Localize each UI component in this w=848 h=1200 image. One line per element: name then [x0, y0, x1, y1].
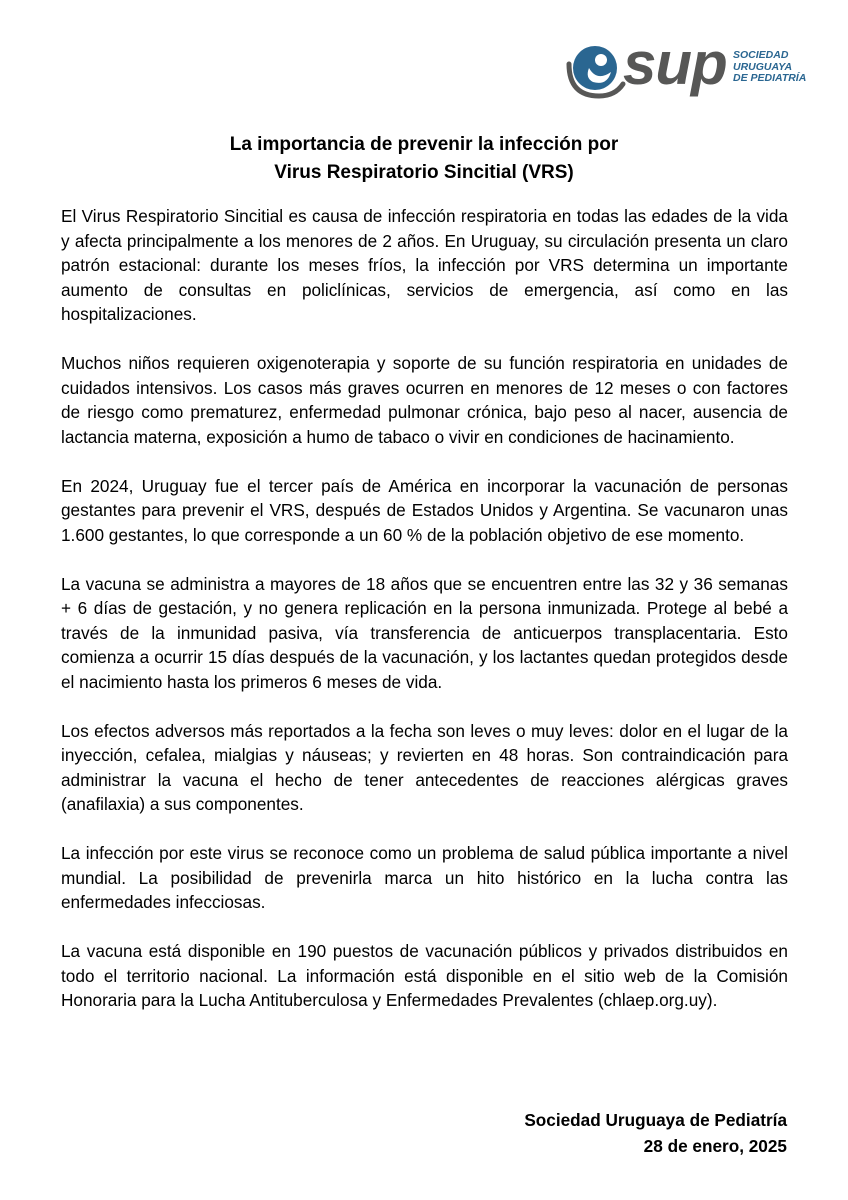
- logo-organization-name: [733, 50, 823, 85]
- page-title: [60, 131, 788, 187]
- logo-name-line-3: DE PEDIATRÍA: [733, 72, 807, 84]
- mother-child-logo-icon: [565, 38, 627, 102]
- title-line-2: Virus Respiratorio Sincitial (VRS): [274, 162, 574, 183]
- signature-organization: Sociedad Uruguaya de Pediatría: [524, 1110, 787, 1130]
- title-line-1: La importancia de prevenir la infección por: [229, 134, 619, 155]
- signature-date: 28 de enero, 2025: [643, 1136, 787, 1156]
- logo-name-line-1: SOCIEDAD: [733, 49, 789, 61]
- paragraph: En 2024, Uruguay fue el tercer país de América en incorporar la vacunación de personas gestantes para prevenir el VRS, después de Estados Unidos y Argentina. Se vacunaron unas 1.600 gestantes, lo que corresponde a un 60 % de la población objetivo de ese momento.: [61, 475, 788, 545]
- paragraph: Muchos niños requieren oxigenoterapia y soporte de su función respiratoria en unidades de cuidados intensivos. Los casos más graves ocurren en menores de 12 meses o con factores de riesgo como prematurez, enfermedad pulmonar crónica, bajo peso al nacer, ausencia de lactancia materna, exposición a humo de tabaco o vivir en condiciones de hacinamiento.: [61, 353, 788, 447]
- logo-name-line-2: URUGUAYA: [733, 60, 793, 73]
- paragraph: La infección por este virus se reconoce como un problema de salud pública importante a nivel mundial. La posibilidad de prevenirla marca un hito histórico en la lucha contra las enfermedades infecciosas.: [61, 843, 788, 912]
- paragraph: La vacuna se administra a mayores de 18 años que se encuentren entre las 32 y 36 semanas + 6 días de gestación, y no genera replicación en la persona inmunizada. Protege al bebé a través de la inmunidad pasiva, vía transferencia de anticuerpos transplacentaria. Esto comienza a ocurrir 15 días después de la vacunación, y los lactantes quedan protegidos desde el nacimiento hasta los primeros 6 meses de vida.: [61, 573, 788, 692]
- paragraph: Los efectos adversos más reportados a la fecha son leves o muy leves: dolor en el lugar de la inyección, cefalea, mialgias y náuseas; y revierten en 48 horas. Son contraindicación para administrar la vacuna el hecho de tener antecedentes de reacciones alérgicas graves (anafilaxia) a sus componentes.: [61, 720, 788, 814]
- logo-sup-text: sup: [623, 30, 727, 97]
- paragraph: La vacuna está disponible en 190 puestos de vacunación públicos y privados distribuidos en todo el territorio nacional. La información está disponible en el sitio web de la Comisión Honoraria para la Lucha Antituberculosa y Enfermedades Prevalentes (chlaep.org.uy).: [61, 941, 788, 1010]
- article-body: [61, 204, 788, 1037]
- paragraph: El Virus Respiratorio Sincitial es causa de infección respiratoria en todas las edades de la vida y afecta principalmente a los menores de 2 años. En Uruguay, su circulación presenta un claro patrón estacional: durante los meses fríos, la infección por VRS determina un importante aumento de consultas en policlínicas, servicios de emergencia, así como en las hospitalizaciones.: [61, 206, 788, 324]
- signature-block: [524, 1107, 787, 1159]
- sup-logo: [565, 30, 815, 102]
- logo-wordmark: [623, 32, 727, 96]
